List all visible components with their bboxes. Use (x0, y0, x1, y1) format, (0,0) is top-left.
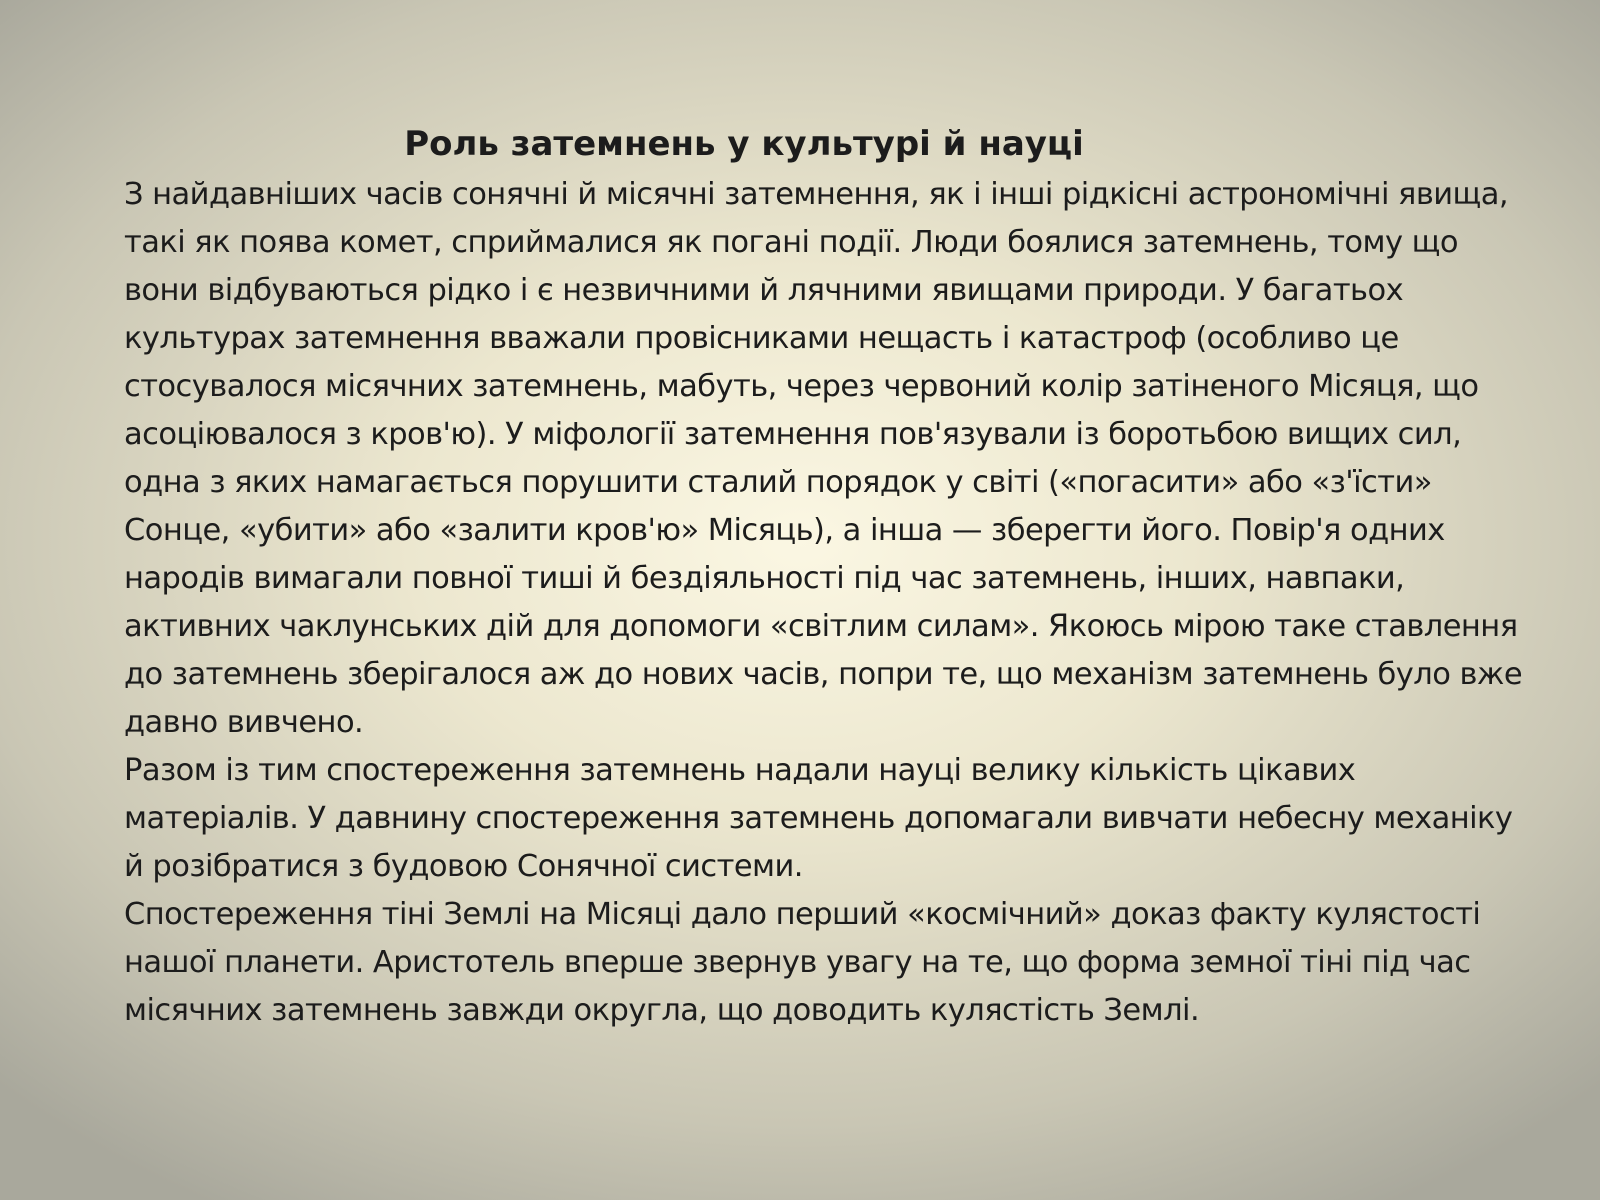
slide-body (124, 171, 1524, 1035)
slide-title: Роль затемнень у культурі й науці (404, 124, 1084, 164)
paragraph-science: Разом із тим спостереження затемнень надали науці велику кількість цікавих матеріалів. У давнину спостереження затемнень допомагали вивчати небесну механіку й розібратися з будовою Сонячної системи. (124, 753, 1513, 884)
paragraph-earth-shape: Спостереження тіні Землі на Місяці дало перший «космічний» доказ факту кулястості нашої планети. Аристотель вперше звернув увагу на те, що форма земної тіні під час місячних затемнень завжди округла, що доводить кулястість Землі. (124, 897, 1481, 1028)
slide-title-container (124, 120, 1364, 170)
paragraph-culture: З найдавніших часів сонячні й місячні затемнення, як і інші рідкісні астрономічні явища, такі як поява комет, сприймалися як погані події. Люди боялися затемнень, тому що вони відбуваються рідко і є незвичними й лячними явищами природи. У багатьох культурах затемнення вважали провісниками нещасть і катастроф (особливо це стосувалося місячних затемнень, мабуть, через червоний колір затіненого Місяця, що асоціювалося з кров'ю). У міфології затемнення пов'язували із боротьбою вищих сил, одна з яких намагається порушити сталий порядок у світі («погасити» або «з'їсти» Сонце, «убити» або «залити кров'ю» Місяць), а інша — зберегти його. Повір'я одних народів вимагали повної тиші й бездіяльності під час затемнень, інших, навпаки, активних чаклунських дій для допомоги «світлим силам». Якоюсь мірою таке ставлення до затемнень зберігалося аж до нових часів, попри те, що механізм затемнень було вже давно вивчено. (124, 177, 1523, 740)
